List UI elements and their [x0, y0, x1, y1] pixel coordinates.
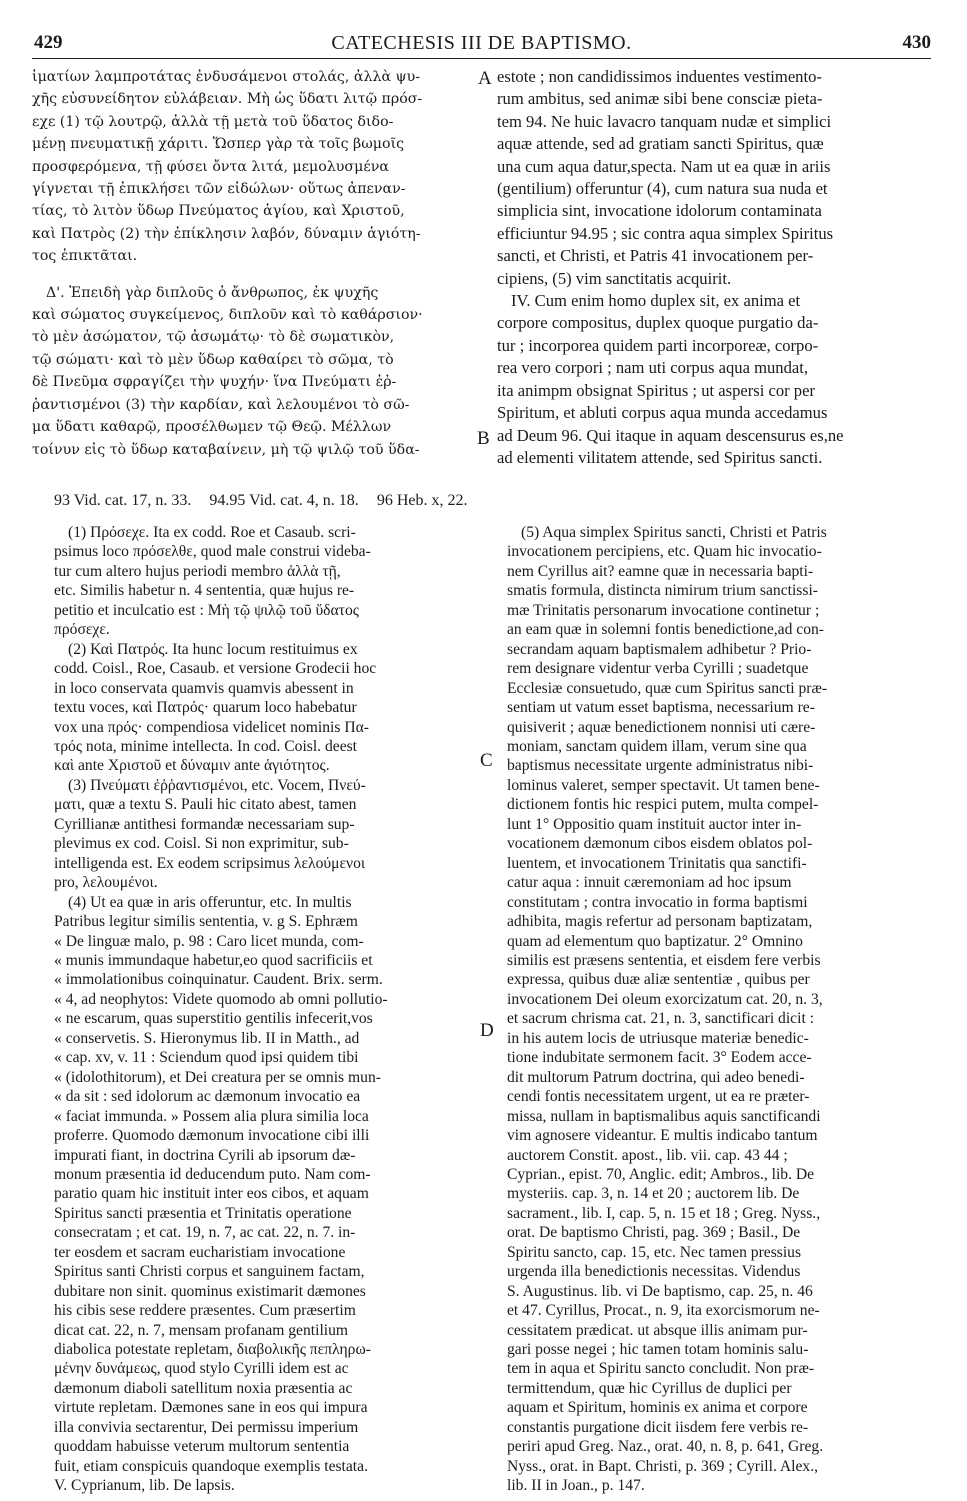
text-line: textu voces, καὶ Πατρός· quarum loco habebatur — [54, 699, 357, 717]
text-line: moniam, sanctam quidem illam, verum sine qua — [507, 737, 807, 755]
text-line: estote ; non candidissimos induentes vestimento- — [497, 67, 822, 86]
text-line: lib. II in Joan., p. 147. — [507, 1477, 645, 1495]
text-line: constantis purgatione dicit iisdem fere verbis re- — [507, 1418, 809, 1436]
margin-letter-b: B — [477, 428, 490, 449]
text-line: nem Cyrillus ait? eamne quæ in necessaria bapti- — [507, 562, 814, 580]
text-line: sentiam ut vatum esset baptisma, necessarium re- — [507, 699, 815, 717]
text-line: S. Augustinus. lib. vi De baptismo, cap. 25, n. 46 — [507, 1282, 813, 1300]
text-line: τὸ μὲν ἀσώματον, τῷ ἀσωμάτῳ· τὸ δὲ σωματικὸν, — [32, 329, 395, 346]
text-line: Cyrillianæ antithesi formandæ necessariam sup- — [54, 815, 355, 833]
text-line: (5) Aqua simplex Spiritus sancti, Christi et Patris — [521, 524, 827, 541]
text-line: lunt 1° Oppositio quam instituit auctor inter in- — [507, 815, 802, 833]
text-line: « immolationibus coinquinatur. Caudent. Brix. serm. — [54, 971, 383, 989]
text-line: orat. De baptismo Christi, pag. 369 ; Basil., De — [507, 1224, 801, 1242]
text-line: sacrament., lib. I, cap. 5, n. 15 et 18 ; Greg. Nyss., — [507, 1204, 821, 1222]
text-line: aquæ attende, sed ad gratiam sancti Spiritus, quæ — [497, 134, 824, 154]
running-title: CATECHESIS III DE BAPTISMO. — [331, 32, 632, 54]
text-line: « 4, ad neophytos: Videte quomodo ab omni pollutio- — [54, 990, 388, 1008]
text-line: constitutam ; contra invocatio in forma baptismi — [507, 893, 808, 911]
text-line: τοίνυν εἰς τὸ ὕδωρ καταβαίνειν, μὴ τῷ ψιλῷ τοῦ ὕδα- — [32, 441, 420, 458]
text-line: δὲ Πνεῦμα σφραγίζει τὴν ψυχήν· ἵνα Πνεύματι ἐῤ- — [32, 374, 397, 391]
page-number-left: 429 — [34, 32, 63, 53]
text-line: Δ'. Ἐπειδὴ γὰρ διπλοῦς ὁ ἄνθρωπος, ἐκ ψυχῆς — [46, 284, 379, 301]
text-line: gari posse negei ; hic tamen totam hominis salu- — [507, 1341, 809, 1359]
text-line: an eam quæ in solemni fontis benedictione,ad con- — [507, 621, 824, 639]
text-line: in his autem locis de utriusque materiæ benedic- — [507, 1029, 809, 1047]
text-line: tem in aqua et Spiritu sancto concludit. Non præ- — [507, 1360, 815, 1378]
text-line: consecratam ; et cat. 19, n. 7, ac cat. 22, n. 7. in- — [54, 1224, 356, 1242]
text-line: tione indubitate sermonem facit. 3° Eodem acce- — [507, 1049, 812, 1067]
text-line: τίας, τὸ λιτὸν ὕδωρ Πνεύματος ἁγίου, καὶ Χριστοῦ, — [32, 203, 405, 220]
text-line: ter eosdem et sacram eucharistiam invocatione — [54, 1243, 346, 1261]
text-line: « munis immundaque habetur,eo quod sacrificiis et — [54, 951, 373, 969]
text-line: plevimus ex cod. Coisl. Si non exprimitur, sub- — [54, 835, 349, 853]
text-line: quisiverit ; aquæ benedictionem nonnisi uti cære- — [507, 718, 816, 736]
text-line: rem designare videntur verba Cyrilli ; suadetque — [507, 660, 809, 678]
text-line: urgenda illa benedictionis necessitas. Videndus — [507, 1263, 801, 1281]
text-line: simplicia sint, invocatione idolorum contaminata — [497, 201, 822, 221]
text-line: secrandam aquam baptismalem adhibetur ? Prio- — [507, 640, 812, 658]
notes-right-column — [507, 523, 935, 1496]
text-line: Ecclesiæ consuetudo, quæ cum Spiritus sancti præ- — [507, 679, 828, 697]
text-line: προσφερόμενα, τῇ φύσει ὄντα λιτά, μεμολυσμένα — [32, 158, 389, 175]
text-line: vim agnosere videantur. E multis indicabo tantum — [507, 1127, 818, 1145]
text-line: μα ὕδατι καθαρῷ, προσέλθωμεν τῷ Θεῷ. Μέλλων — [32, 419, 392, 436]
footnote-ref: 93 Vid. cat. 17, n. 33. — [54, 492, 192, 509]
text-line: dæmonum diaboli satellitum noxia præsentia ac — [54, 1379, 353, 1397]
text-line: γίγνεται τῇ ἐπικλήσει τῶν εἰδώλων· οὕτως ἀπεναν- — [32, 181, 406, 198]
greek-text-column — [32, 66, 484, 461]
text-line: corpore compositus, duplex quoque purgatio da- — [497, 313, 819, 333]
margin-letter-d: D — [480, 1020, 494, 1041]
text-line: Spiritu sancto, cap. 15, etc. Nec tamen pressius — [507, 1243, 802, 1261]
text-line: auctorem Constit. apost., lib. vii. cap. 43 44 ; — [507, 1146, 788, 1164]
page-number-right: 430 — [902, 32, 931, 53]
text-line: illa convivia sectarentur, Dei permissu imperium — [54, 1418, 359, 1436]
text-line: ἱματίων λαμπροτάτας ἐνδυσάμενοι στολάς, ἀλλὰ ψυ- — [32, 69, 421, 85]
text-line: tur cum altero hujus periodi membro ἀλλὰ τῇ, — [54, 562, 341, 580]
text-line: rea vero corpori ; nam uti corpus aqua mundat, — [497, 358, 809, 378]
text-line: (4) Ut ea quæ in aris offeruntur, etc. In multis — [68, 893, 352, 911]
text-line: « conservetis. S. Hieronymus lib. II in Matth., ad — [54, 1029, 360, 1047]
text-line: cipiens, (5) vim sanctitatis acquirit. — [497, 268, 732, 288]
text-line: τος ἐπικτᾶται. — [32, 248, 138, 265]
text-line: his cibis sese reddere præsentes. Cum præsertim — [54, 1302, 356, 1320]
text-line: rum ambitus, sed animæ sibi bene consciæ pieta- — [497, 89, 823, 109]
text-line: (2) Καὶ Πατρός. Ita hunc locum restituimus ex — [68, 640, 358, 658]
paragraph-gap — [32, 268, 484, 282]
text-line: in loco conservata quamvis quamvis abessent in — [54, 679, 354, 697]
text-line: mysteriis. cap. 3, n. 14 et 20 ; auctorem lib. De — [507, 1185, 800, 1203]
text-line: invocationem percipiens, etc. Quam hic invocatio- — [507, 543, 822, 561]
latin-paragraph-1 — [497, 66, 935, 290]
text-line: luentem, et invocationem Trinitatis qua sanctifi- — [507, 854, 807, 872]
footnote-references — [54, 492, 481, 510]
text-line: μένην δυνάμεως, quod stylo Cyrilli idem est ac — [54, 1360, 349, 1378]
footnote-ref: 94.95 Vid. cat. 4, n. 18. — [209, 492, 359, 509]
text-line: expressa, quibus duæ aliæ sententiæ , quibus per — [507, 971, 810, 989]
text-line: mæ Trinitatis personarum invocatione continetur ; — [507, 601, 820, 619]
text-line: impurati fiant, in doctrina Cyrili ab ipsorum dæ- — [54, 1146, 356, 1164]
text-line: καὶ ante Χριστοῦ et δύναμιν ante ἁγιότητος. — [54, 757, 330, 775]
text-line: similis est præsens sententia, et eisdem fere verbis — [507, 951, 821, 969]
text-line: μένῃ πνευματικῇ χάριτι. Ὥσπερ γὰρ τὰ τοῖς βωμοῖς — [32, 136, 405, 153]
text-line: psimus loco πρόσελθε, quod male construi videba- — [54, 543, 371, 561]
text-line: dictionem fontis hic respici putem, multa compel- — [507, 796, 819, 814]
text-line: εχε (1) τῷ λουτρῷ, ἀλλὰ τῇ μετὰ τοῦ ὕδατος διδο- — [32, 113, 394, 130]
text-line: V. Cyprianum, lib. De lapsis. — [54, 1477, 235, 1495]
text-line: quoddam habuisse veterum multorum sententia — [54, 1438, 350, 1456]
text-line: efficiuntur 94.95 ; sic contra aqua simplex Spiritus — [497, 223, 834, 243]
text-line: periri apud Greg. Naz., orat. 40, n. 8, p. 641, Greg. — [507, 1438, 824, 1456]
text-line: τῷ σώματι· καὶ τὸ μὲν ὕδωρ καθαίρει τὸ σῶμα, τὸ — [32, 351, 394, 368]
text-line: invocationem Dei oleum exorcizatum cat. 20, n. 3, — [507, 990, 823, 1008]
text-line: ad Deum 96. Qui itaque in aquam descensurus es,ne — [497, 425, 844, 445]
text-line: « ne escarum, quas superstitio gentilis infecerit,vos — [54, 1010, 373, 1028]
text-line: tem 94. Ne huic lavacro tanquam nudæ et simplici — [497, 111, 832, 131]
text-line: tur ; incorporea quidem parti incorporeæ, corpo- — [497, 335, 819, 355]
text-line: ματι, quæ a textu S. Pauli hic citato abest, tamen — [54, 796, 357, 814]
text-line: Nyss., orat. in Bapt. Christi, p. 369 ; Cyrill. Alex., — [507, 1457, 819, 1475]
text-line: « cap. xv, v. 11 : Sciendum quod ipsi quidem tibi — [54, 1049, 359, 1067]
text-line: aquam et Spiritum, hominis ex anima et corpore — [507, 1399, 808, 1417]
text-line: vox una πρός· compendiosa videlicet nominis Πα- — [54, 718, 369, 736]
text-line: Cyprian., epist. 70, Anglic. edit; Ambros., lib. De — [507, 1165, 815, 1183]
latin-text-column — [497, 66, 935, 469]
text-line: sancti, et Christi, et Patris 41 invocationem per- — [497, 246, 814, 266]
text-line: « De linguæ malo, p. 98 : Caro licet munda, com- — [54, 932, 364, 950]
text-line: Patribus legitur similis sententia, v. g S. Ephræm — [54, 913, 358, 931]
text-line: paratio quam hic instituit inter eos cibos, et aquam — [54, 1185, 369, 1203]
text-line: (gentilium) offeruntur (4), cum natura sua nuda et — [497, 179, 828, 199]
text-line: lominus valeret, semper spectavit. Ut tamen bene- — [507, 776, 820, 794]
text-line: diabolica potestate repletam, διαβολικῆς πεπληρω- — [54, 1341, 371, 1359]
text-line: cessitatem prædicat. ut absque illis animam pur- — [507, 1321, 808, 1339]
footnote-ref: 96 Heb. x, 22. — [376, 492, 468, 509]
greek-paragraph-1 — [32, 66, 484, 268]
text-line: dit multorum Patrum doctrina, qui adeo benedi- — [507, 1068, 805, 1086]
text-line: « da sit : sed idolorum ac dæmonum invocatio ea — [54, 1088, 361, 1106]
text-line: dicat cat. 22, n. 7, mensam profanam gentilium — [54, 1321, 349, 1339]
text-line: quam ad elementum quo baptizatur. 2° Omnino — [507, 932, 803, 950]
text-line: codd. Coisl., Roe, Casaub. et versione Grodecii hoc — [54, 660, 377, 678]
text-line: smatis formula, distincta nimirum trium sanctissi- — [507, 582, 818, 600]
text-line: pro, λελουμένοι. — [54, 874, 158, 892]
text-line: termittendum, quæ hic Cyrillus de duplici per — [507, 1379, 792, 1397]
text-line: ad elementi vilitatem attende, sed Spiritus sancti. — [497, 447, 823, 467]
text-line: missa, nullam in baptismalibus aquis sanctificandi — [507, 1107, 821, 1125]
text-line: cendi fontis necessitatem urgent, ut ea re præter- — [507, 1088, 810, 1106]
text-line: etc. Similis habetur n. 4 sententia, quæ hujus re- — [54, 582, 355, 600]
text-line: vocationem dæmonum cibos eisdem oblatos pol- — [507, 835, 813, 853]
text-line: (3) Πνεύματι ἐῤῥαντισμένοι, etc. Vocem, Πνεύ- — [68, 776, 366, 794]
text-line: et sacrum chrisma cat. 21, n. 3, sanctificari dicit : — [507, 1010, 815, 1028]
text-line: intelligenda est. Ex eodem scripsimus λελούμενοι — [54, 854, 366, 872]
margin-letter-a: A — [478, 68, 492, 89]
text-line: virtute repletam. Dæmones sane in eos qui impura — [54, 1399, 368, 1417]
text-line: « faciat immunda. » Possem alia plura similia loca — [54, 1107, 369, 1125]
text-line: τρός nota, minime intellecta. In cod. Coisl. deest — [54, 737, 358, 755]
text-line: et 47. Cyrillus, Procat., n. 9, ita exorcismorum ne- — [507, 1302, 820, 1320]
notes-left-column — [54, 523, 486, 1496]
greek-paragraph-2 — [32, 282, 484, 461]
text-line: fuit, etiam conspicuis quandoque exemplis testata. — [54, 1457, 368, 1475]
text-line: adhibita, magis refertur ad personam baptizatam, — [507, 913, 813, 931]
text-line: dubitare non sinit. quominus existimarit dæmones — [54, 1282, 366, 1300]
text-line: Spiritus sancti præsentia et Trinitatis operatione — [54, 1204, 352, 1222]
text-line: IV. Cum enim homo duplex sit, ex anima et — [511, 291, 801, 311]
text-line: ita animpm obsignat Spiritus ; ut aspersi cor per — [497, 380, 815, 400]
text-line: baptismus necessitate urgente administratus nibi- — [507, 757, 814, 775]
text-line: ῥαντισμένοι (3) τὴν καρδίαν, καὶ λελουμένοι τὸ σῶ- — [32, 396, 410, 413]
margin-letter-c: C — [480, 750, 493, 771]
text-line: proferre. Quomodo dæmonum invocatione cibi illi — [54, 1127, 370, 1145]
running-header — [32, 32, 931, 59]
text-line: « (idolothitorum), et Dei creatura per se omnis mun- — [54, 1068, 381, 1086]
text-line: una cum aqua datur,specta. Nam ut ea quæ in ariis — [497, 156, 831, 176]
text-line: χῆς εὐσυνείδητον εὐλάβειαν. Μὴ ὡς ὕδατι λιτῷ πρόσ- — [32, 91, 423, 108]
text-line: (1) Πρόσεχε. Ita ex codd. Roe et Casaub. scri- — [68, 524, 356, 541]
text-line: πρόσεχε. — [54, 621, 110, 639]
text-line: Spiritus santi Christi corpus et sanguinem factam, — [54, 1263, 365, 1281]
text-line: καὶ σώματος συγκείμενος, διπλοῦν καὶ τὸ καθάρσιον· — [32, 307, 423, 324]
text-line: καὶ Πατρὸς (2) τὴν ἐπίκλησιν λαβόν, δύναμιν ἁγιότη- — [32, 225, 421, 242]
text-line: catur aqua : innuit cæremoniam ad hoc ipsum — [507, 874, 792, 892]
text-line: monum præsentia id deducendum puto. Nam com- — [54, 1165, 371, 1183]
text-line: petitio et inculcatio est : Μὴ τῷ ψιλῷ τοῦ ὕδατος — [54, 601, 359, 619]
text-line: Spiritum, et abluti corpus aqua munda accedamus — [497, 403, 828, 423]
latin-paragraph-2 — [497, 290, 935, 469]
